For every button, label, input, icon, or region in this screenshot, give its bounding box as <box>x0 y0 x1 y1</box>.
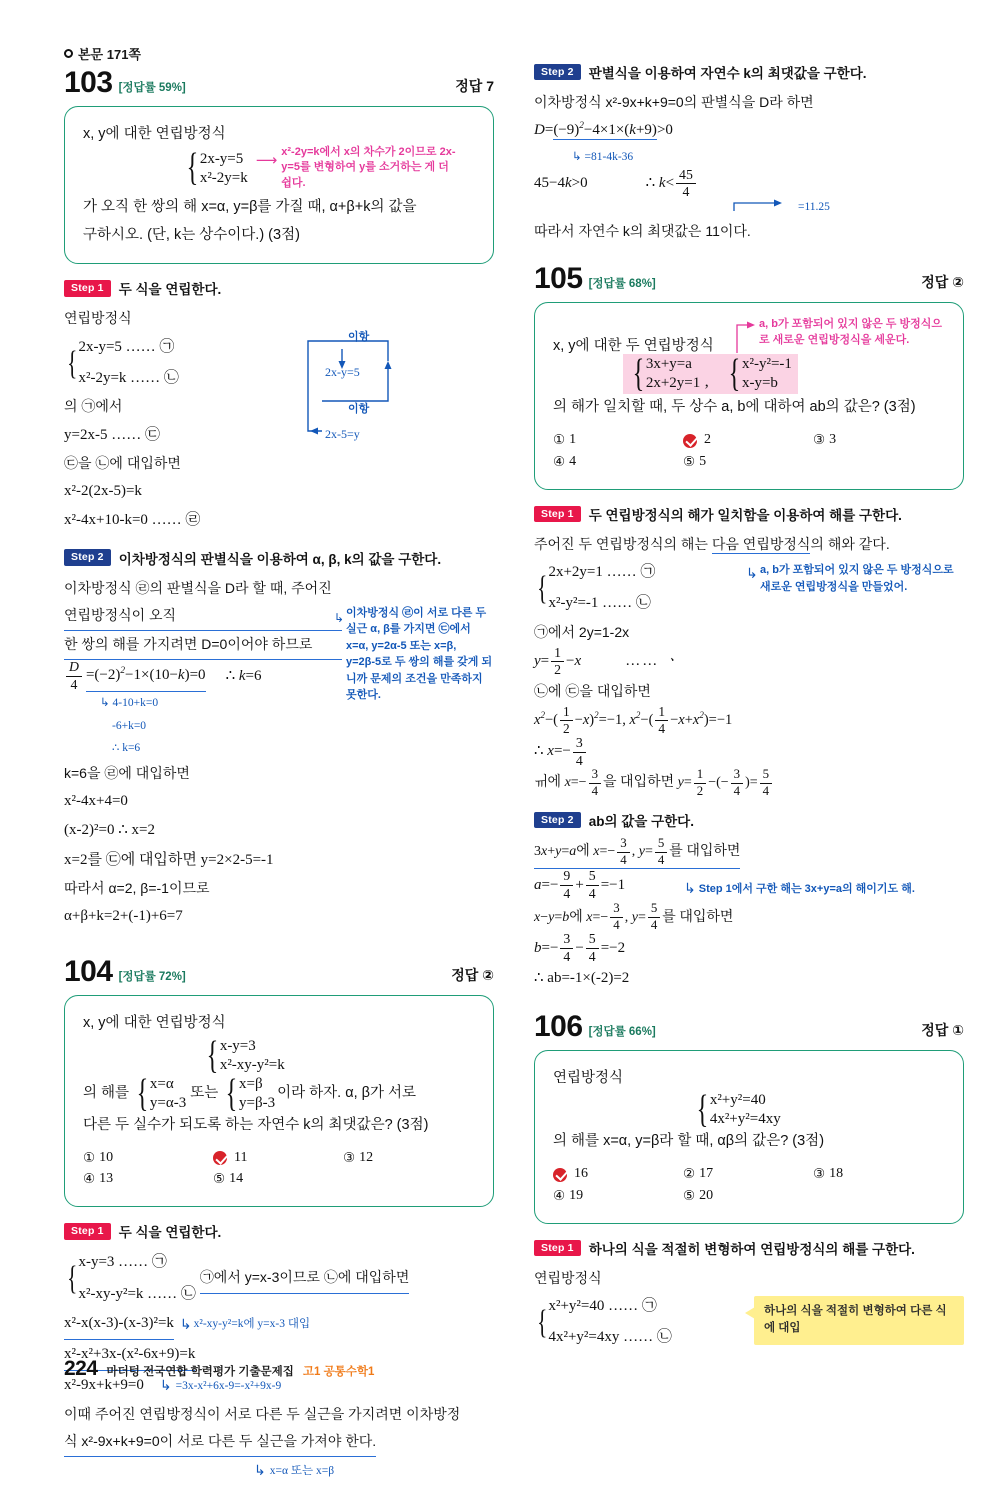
sol-line: x²-2(2x-5)=k <box>64 483 142 500</box>
step-1-header <box>534 504 964 524</box>
choice-list <box>83 1149 477 1187</box>
sol-line: ∴ ab=-1×(-2)=2 <box>534 970 630 987</box>
sol-line: 연립방정식 <box>534 1269 602 1286</box>
a-result-line: a=− $\frac{9}{4}$ + $\frac{5}{4}$ =−1 <box>534 868 626 901</box>
pink-note: x²-2y=k에서 x의 차수가 2이므로 2x-y=5를 변형하여 y를 소거하는 게 더 쉽다. <box>281 145 456 190</box>
step-2-body <box>64 575 494 932</box>
step-1-body: 주어진 두 연립방정식의 해는 다음 연립방정식의 해와 같다. { 2x+2y=1 …… ㉠ x²-y²=-1 …… ㉡ ↳ a, b가 포함되어 있지 않은 두 방정식으로 새로운 연립방정식을 만들었어. ㉠에서 2y=1-2x y= $\frac{1}{2}$ −x …… ㆍ ㉡에 ㉢을 대입하면 $x^2-$( $\frac{1}{2}$ −x)$^2$=−1, $x^2-$( $\frac{1}{4}$ $-x+x^2)=-1$ ∴ x=− $\frac{3}{4}$ ㆌ에 x=− $\frac{3}{4}$ 을 대입하면 y= $\frac{1}{2}$ −(− $\frac{3}{4}$ )= $\frac{5}{4}$ <box>534 531 964 798</box>
sys-a-eq-1: 3x+y=a <box>645 356 692 373</box>
footer-subject: 고1 공통수학1 <box>302 1366 375 1378</box>
sol-line: 2x-y=5 …… ㉠ <box>78 338 175 355</box>
transposition-label-top: 이항 <box>348 330 370 343</box>
choice-option-2[interactable]: ② 17 <box>683 1166 714 1182</box>
sol-line: x²+y²=40 …… ㉠ <box>548 1298 657 1315</box>
solution-system-a <box>133 1071 187 1115</box>
footer-page-number: 224 <box>64 1357 98 1380</box>
sys-b-eq-1: x=β <box>239 1075 263 1092</box>
brace-icon: { <box>696 1088 709 1132</box>
left-column <box>64 62 494 1485</box>
sol-line: x²-y²=-1 …… ㉡ <box>548 595 651 612</box>
choice-row <box>553 1166 947 1183</box>
system-a <box>629 352 701 396</box>
sol-line: 이차방정식 x²-9x+k+9=0의 판별식을 D라 하면 <box>534 94 814 110</box>
step-badge: Step 2 <box>534 64 581 81</box>
page-header-text: 본문 171쪽 <box>78 47 141 62</box>
choice-option-1[interactable]: ① 1 <box>553 432 577 448</box>
step-1-header <box>64 1221 494 1241</box>
sol-system <box>64 333 179 394</box>
choice-row <box>553 1188 947 1204</box>
brace-icon: { <box>67 343 78 382</box>
step-title: 두 식을 연립한다. <box>118 282 222 298</box>
sol-line: x²-x(x-3)-(x-3)²=k <box>64 1309 174 1340</box>
system-b <box>725 352 792 396</box>
step-badge: Step 1 <box>534 506 581 523</box>
sys-a-eq-1: x=α <box>149 1075 174 1092</box>
question-line-2a: 의 해를 <box>83 1085 130 1102</box>
arrow-right-icon: ⟶ <box>255 151 278 169</box>
step-1-body <box>534 1265 964 1353</box>
correct-rate: [정답률 72%] <box>118 971 186 984</box>
answer-label: 정답 7 <box>455 78 494 94</box>
page-header <box>64 44 141 63</box>
sol-line: x²-4x+4=0 <box>64 793 128 810</box>
step-title: 두 식을 연립한다. <box>118 1225 222 1241</box>
sol-line: 따라서 α=2, β=-1이므로 <box>64 879 210 896</box>
discriminant-line: $D=(-9)^2-4\times 1\times(k+9)>0$ <box>534 121 673 139</box>
sol-line: x²-x²+3x-(x²-6x+9)=k <box>64 1340 195 1371</box>
question-line-2: 가 오직 한 쌍의 해 x=α, y=β를 가질 때, α+β+k의 값을 <box>83 199 417 216</box>
problem-number: 106 <box>534 1009 583 1043</box>
question-line-3: 다른 두 실수가 되도록 하는 자연수 k의 최댓값은? (3점) <box>83 1116 429 1133</box>
sys-a-eq-2: y=α-3 <box>149 1094 187 1111</box>
system-eq-2: x²-2y=k <box>199 169 248 186</box>
right-column <box>534 62 964 1353</box>
correct-rate: [정답률 68%] <box>588 277 656 290</box>
sol-line: 의 ㉠에서 <box>64 398 123 415</box>
step-2-header <box>64 548 494 568</box>
system-eq-1: 2x-y=5 <box>199 150 244 167</box>
step-2-header <box>534 810 964 830</box>
blue-note-b: =3x-x²+6x-9=-x²+9x-9 <box>175 1379 282 1392</box>
brace-icon: { <box>537 568 548 607</box>
transposition-equation: 2x-y=5 <box>325 364 360 379</box>
question-line-1: x, y에 대한 두 연립방정식 <box>553 337 714 354</box>
brace-icon: { <box>206 1033 219 1077</box>
brace-icon: { <box>728 352 741 396</box>
sub-line-a: 3x+y=a에 x=− $\frac{3}{4}$ , y= $\frac{5}{4}$ 를 대입하면 <box>534 837 740 869</box>
brace-icon: { <box>136 1071 149 1115</box>
answer-label: 정답 ② <box>921 273 964 290</box>
question-box <box>534 302 964 490</box>
question-line-2: 의 해가 일치할 때, 두 상수 a, b에 대하여 ab의 값은? (3점) <box>553 399 916 416</box>
problem-number: 103 <box>64 66 113 99</box>
sol-fraction-line: y= $\frac{1}{2}$ −x …… ㆍ <box>534 644 682 678</box>
sys-b-eq-2: y=β-3 <box>239 1094 276 1111</box>
choice-option-5[interactable]: ⑤ 5 <box>683 453 707 469</box>
sol-line: ㉡에 ㉢을 대입하면 <box>534 682 651 699</box>
step-title: 이차방정식의 판별식을 이용하여 α, β, k의 값을 구한다. <box>118 551 442 567</box>
step-1-header <box>64 278 494 298</box>
sol-line: x-y=3 …… ㉠ <box>78 1254 167 1271</box>
brace-icon: { <box>67 1259 78 1298</box>
choice-option-3[interactable]: ③ 3 <box>813 432 837 448</box>
pink-note: a, b가 포함되어 있지 않은 두 방정식으로 새로운 연립방정식을 세운다. <box>759 317 942 346</box>
blue-note: 이차방정식 ㉣이 서로 다른 두 실근 α, β를 가지면 ㉢에서 x=α, y=2α-5 또는 x=β, y=2β-5로 두 쌍의 해를 갖게 되니까 문제의 조건을 만족하지 못한다. <box>346 606 493 702</box>
choice-option-5[interactable]: ⑤ 14 <box>213 1171 244 1187</box>
solution-system-b <box>222 1071 276 1115</box>
problem-106-heading <box>534 1009 964 1043</box>
footer-title: 마더텅 전국연합 학력평가 기출문제집 <box>106 1366 294 1378</box>
blue-note: Step 1에서 구한 해는 3x+y=a의 해이기도 해. <box>698 882 915 895</box>
sol-line: 2x+2y=1 …… ㉠ <box>548 564 656 581</box>
selected-check-icon <box>553 1166 570 1183</box>
sys-a-eq-2: 2x+2y=1 <box>645 375 701 392</box>
choice-spacer <box>813 454 943 470</box>
sol-line: α+β+k=2+(-1)+6=7 <box>64 908 183 925</box>
choice-spacer <box>343 1171 473 1187</box>
problem-104-step-2 <box>534 62 964 246</box>
sol-line: 주어진 두 연립방정식의 해는 다음 연립방정식의 해와 같다. <box>534 535 890 552</box>
substitution-line: $x^2-$( $\frac{1}{2}$ −x)$^2$=−1, $x^2-$( $\frac{1}{4}$ $-x+x^2)=-1$ <box>534 704 733 737</box>
sol-line: ㉢을 ㉡에 대입하면 <box>64 454 181 471</box>
system-eq-1: x²+y²=40 <box>709 1092 766 1109</box>
sol-line: ㉠에서 2y=1-2x <box>534 623 630 640</box>
choice-option-2[interactable]: 11 <box>213 1149 343 1166</box>
question-box <box>64 995 494 1207</box>
yellow-callout: 하나의 식을 적절히 변형하여 다른 식에 대입 <box>754 1296 964 1345</box>
question-line-2b: 이라 하자. α, β가 서로 <box>277 1085 417 1102</box>
question-line-1: x, y에 대한 연립방정식 <box>83 1015 226 1032</box>
choice-option-3[interactable]: ③ 18 <box>813 1166 844 1182</box>
step-2-header <box>534 62 964 82</box>
choice-option-4[interactable]: ④ 19 <box>553 1187 584 1203</box>
step-badge: Step 1 <box>64 1223 111 1240</box>
y-result-line: ㆌ에 x=− $\frac{3}{4}$ 을 대입하면 y= $\frac{1}{2}$ −(− $\frac{3}{4}$ )= $\frac{5}{4}$ <box>534 768 964 798</box>
callout-arrow-icon <box>732 198 796 216</box>
step-badge: Step 1 <box>534 1240 581 1257</box>
question-line-2: 의 해를 x=α, y=β라 할 때, αβ의 값은? (3점) <box>553 1133 825 1150</box>
question-box <box>534 1050 964 1224</box>
step-badge: Step 1 <box>64 280 111 297</box>
choice-option-3[interactable]: ③ 12 <box>343 1149 374 1165</box>
sol-line: y=2x-5 …… ㉢ <box>64 426 160 443</box>
brace-icon: { <box>537 1302 548 1341</box>
x-result-line: ∴ x=− $\frac{3}{4}$ <box>534 736 964 768</box>
correct-rate: [정답률 59%] <box>118 82 186 94</box>
system-eq-2: x²-xy-y²=k <box>219 1056 285 1073</box>
selected-check-icon <box>683 432 700 449</box>
or-label: 또는 <box>190 1085 219 1102</box>
step-badge: Step 2 <box>64 549 111 566</box>
sol-line: x²-xy-y²=k …… ㉡ <box>78 1285 196 1302</box>
sol-line: k=6을 ㉣에 대입하면 <box>64 764 190 781</box>
choice-list <box>553 1166 947 1204</box>
problem-104 <box>64 957 494 1484</box>
sol-line: 한 쌍의 해를 가지려면 D=0이어야 하므로 <box>64 631 342 660</box>
ring-bullet-icon <box>64 49 73 58</box>
question-line-3: 구하시오. (단, k는 상수이다.) (3점) <box>83 226 300 243</box>
step-2-body: 3x+y=a에 x=− $\frac{3}{4}$ , y= $\frac{5}{4}$ 를 대입하면 a=− $\frac{9}{4}$ + $\frac{5}{4}$ =−1 ↳ Step 1에서 구한 해는 3x+y=a의 해이기도 해. x−y=b에 x=− $\frac{3}{4}$ , y= $\frac{5}{4}$ 를 대입하면 b=− $\frac{3}{4}$ − $\frac{5}{4}$ =−2 ∴ ab=-1×(-2)=2 <box>534 837 964 994</box>
inequality-line: 45−4k>0 ∴ k< $\frac{45}{4}$ <box>534 168 964 200</box>
problem-105-heading <box>534 261 964 295</box>
page-footer <box>64 1357 374 1381</box>
sol-line: ㉠에서 y=x-3이므로 ㉡에 대입하면 <box>200 1264 410 1293</box>
system-eq-2: 4x²+y²=4xy <box>709 1111 781 1128</box>
choice-row <box>83 1171 477 1187</box>
answer-label: 정답 ② <box>451 967 494 984</box>
sol-line: x²-2y=k …… ㉡ <box>78 370 179 386</box>
question-line-1: 연립방정식 <box>553 1069 624 1086</box>
blue-note: a, b가 포함되어 있지 않은 두 방정식으로 새로운 연립방정식을 만들었어. <box>760 564 954 593</box>
sol-line: x²-4x+10-k=0 …… ㉣ <box>64 512 201 529</box>
blue-note-b: =11.25 <box>798 200 830 213</box>
discriminant-line: $\frac{D}{4}$ $=(-2)^2-1\times(10-k)=0$ ∴ k=6 <box>64 660 342 692</box>
problem-105 <box>534 261 964 994</box>
step-1-body: { x-y=3 …… ㉠ x²-xy-y²=k …… ㉡ ㉠에서 y=x-3이므로 ㉡에 대입하면 x²-x(x-3)-(x-3)²=k ↳ x²-xy-y²=k에 y=x-3 대입 x²-x²+3x-(x²-6x+9)=k x²-9x+k+9=0 ↳ =3x-x²+6x-9=-x²+9x-9 이때 주어진 연립방정식이 서로 다른 두 실근을 가지려면 이차방정 식 x²-9x+k+9=0이 서로 다른 두 실근을 가져야 한다. ↳ x=α 또는 x=β <box>64 1248 494 1484</box>
comma-separator: , <box>704 373 709 391</box>
selected-check-icon <box>213 1149 230 1166</box>
sol-line: 식 x²-9x+k+9=0이 서로 다른 두 실근을 가져야 한다. <box>64 1428 376 1457</box>
question-system <box>203 1033 285 1077</box>
sol-line: 이때 주어진 연립방정식이 서로 다른 두 실근을 가지려면 이차방정 <box>64 1405 461 1422</box>
problem-number: 104 <box>64 955 113 989</box>
blue-note-a: x²-xy-y²=k에 y=x-3 대입 <box>193 1318 311 1331</box>
problem-103 <box>64 68 494 931</box>
sol-system <box>64 1248 196 1309</box>
step-1-body <box>64 305 494 535</box>
brace-icon: { <box>186 146 199 190</box>
problem-number: 105 <box>534 261 583 295</box>
step-title: ab의 값을 구한다. <box>588 814 694 830</box>
highlighted-systems <box>623 354 798 394</box>
sub-line-b: x−y=b에 x=− $\frac{3}{4}$ , y= $\frac{5}{4}$ 를 대입하면 <box>534 901 734 932</box>
step-badge: Step 2 <box>534 812 581 829</box>
sol-line: x²-9x+k+9=0 <box>64 1377 144 1394</box>
choice-option-1[interactable]: 16 <box>553 1166 683 1183</box>
step-title: 판별식을 이용하여 자연수 k의 최댓값을 구한다. <box>588 66 867 81</box>
choice-list <box>553 432 947 470</box>
sol-line: 연립방정식 <box>64 310 132 327</box>
choice-option-1[interactable]: ① 10 <box>83 1149 114 1165</box>
step-title: 두 연립방정식의 해가 일치함을 이용하여 해를 구한다. <box>588 507 902 523</box>
problem-106 <box>534 1009 964 1353</box>
question-box <box>64 106 494 264</box>
choice-spacer <box>813 1188 943 1204</box>
choice-option-4[interactable]: ④ 4 <box>553 453 577 469</box>
transposition-result: 2x-5=y <box>325 426 360 441</box>
choice-option-4[interactable]: ④ 13 <box>83 1171 114 1187</box>
problem-104-heading <box>64 957 494 987</box>
problem-103-heading <box>64 68 494 98</box>
sol-line: 따라서 자연수 k의 최댓값은 11이다. <box>534 223 751 240</box>
sol-line: 4x²+y²=4xy …… ㉡ <box>548 1329 672 1346</box>
blue-note-c: x=α 또는 x=β <box>269 1464 335 1477</box>
answer-label: 정답 ① <box>921 1021 964 1038</box>
sys-b-eq-2: x-y=b <box>741 375 778 392</box>
brace-icon: { <box>632 352 645 396</box>
brace-icon: { <box>225 1071 238 1115</box>
inline-work: ↳ 4-10+k=0 -6+k=0 ∴ k=6 <box>100 697 159 755</box>
question-system <box>693 1088 781 1132</box>
sys-b-eq-1: x²-y²=-1 <box>741 356 792 373</box>
choice-option-5[interactable]: ⑤ 20 <box>683 1187 714 1203</box>
system-eq-1: x-y=3 <box>219 1037 256 1054</box>
b-result-line: b=− $\frac{3}{4}$ − $\frac{5}{4}$ =−2 <box>534 931 626 964</box>
sol-line: x=2를 ㉢에 대입하면 y=2×2-5=-1 <box>64 851 274 868</box>
sol-system <box>534 1292 746 1353</box>
blue-note-a: ↳ =81-4k-36 <box>572 150 634 163</box>
transposition-label-bottom: 이항 <box>348 402 370 415</box>
question-system <box>183 146 248 190</box>
sol-system <box>534 558 655 619</box>
sol-line: 이차방정식 ㉣의 판별식을 D라 할 때, 주어진 연립방정식이 오직 <box>64 575 342 632</box>
step-title: 하나의 식을 적절히 변형하여 연립방정식의 해를 구한다. <box>588 1241 915 1257</box>
choice-row <box>83 1149 477 1166</box>
correct-rate: [정답률 66%] <box>588 1025 656 1038</box>
arrow-right-icon: ↳ <box>334 610 345 625</box>
step-2-body <box>534 89 964 246</box>
choice-row <box>553 432 947 449</box>
sol-line: (x-2)²=0 ∴ x=2 <box>64 822 155 839</box>
step-1-header <box>534 1238 964 1258</box>
question-line-1: x, y에 대한 연립방정식 <box>83 126 226 142</box>
choice-option-2[interactable]: 2 <box>683 432 813 449</box>
choice-row <box>553 454 947 470</box>
